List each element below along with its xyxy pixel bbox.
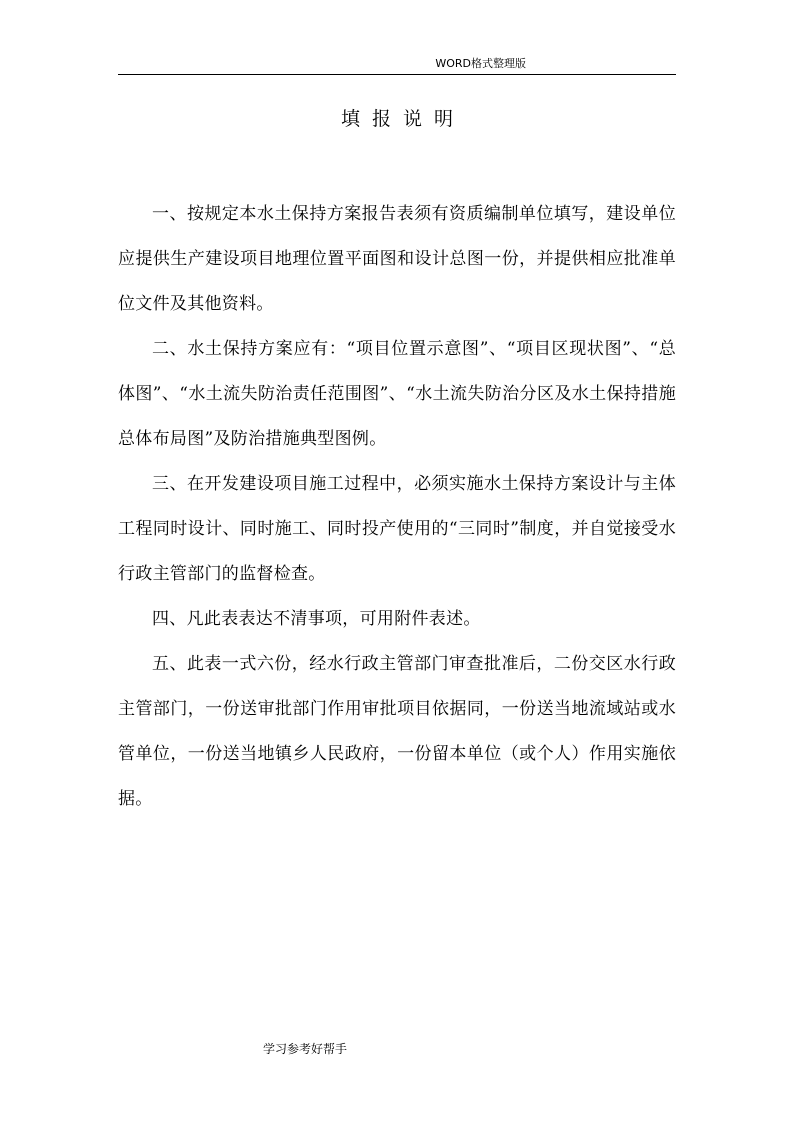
document-body (118, 192, 676, 822)
paragraph-5: 五、此表一式六份，经水行政主管部门审查批准后，二份交区水行政主管部门，一份送审批部门作用审批项目依据同，一份送当地流域站或水管单位，一份送当地镇乡人民政府，一份留本单位（或个人）作用实施依据。 (118, 654, 676, 809)
document-title: 填报说明 (340, 108, 465, 130)
paragraph-1: 一、按规定本水土保持方案报告表须有资质编制单位填写，建设单位应提供生产建设项目地理位置平面图和设计总图一份，并提供相应批准单位文件及其他资料。 (118, 204, 676, 314)
page-header (118, 56, 676, 75)
header-label: WORD格式整理版 (435, 57, 526, 70)
page-footer: 学习参考好帮手 (263, 1042, 348, 1056)
paragraph-3: 三、在开发建设项目施工过程中，必须实施水土保持方案设计与主体工程同时设计、同时施工、同时投产使用的“三同时”制度，并自觉接受水行政主管部门的监督检查。 (118, 474, 676, 584)
paragraph-4: 四、凡此表表达不清事项，可用附件表述。 (152, 609, 481, 629)
paragraph-2: 二、水土保持方案应有：“项目位置示意图”、“项目区现状图”、“总体图”、“水土流失防治责任范围图”、“水土流失防治分区及水土保持措施总体布局图”及防治措施典型图例。 (118, 339, 676, 449)
